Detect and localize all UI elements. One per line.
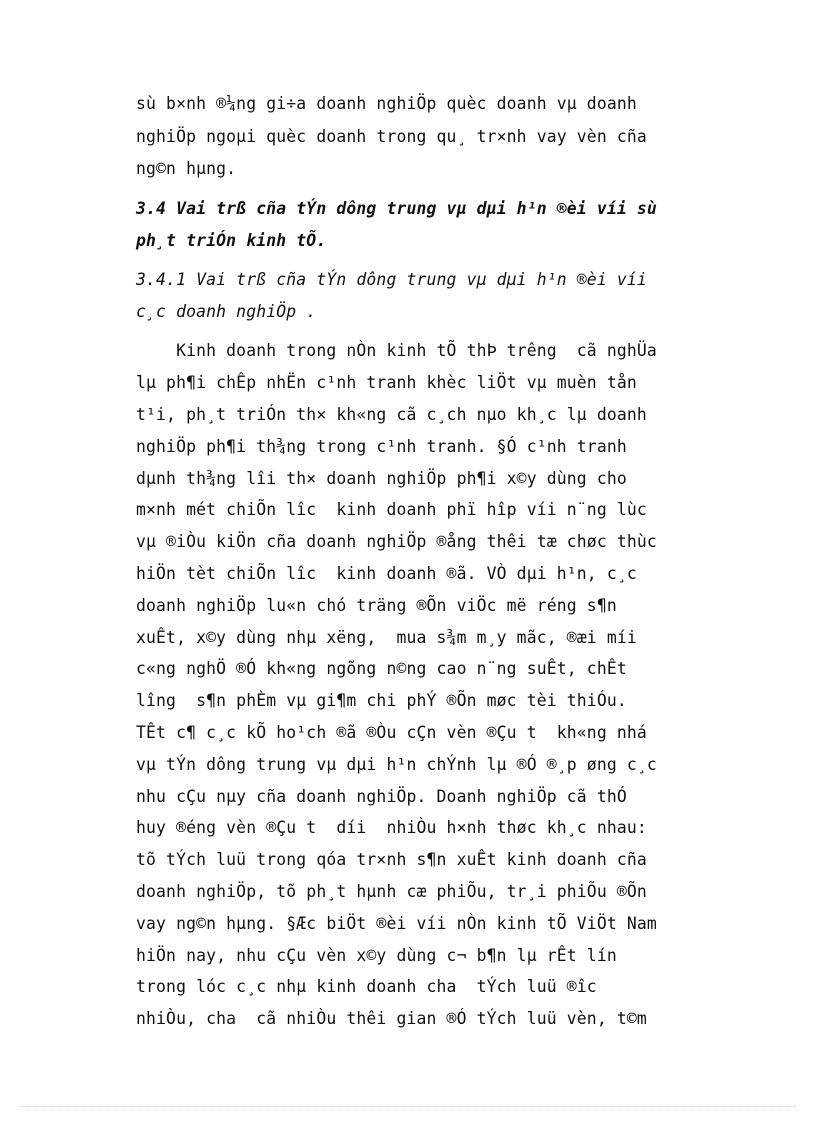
body-line: lîng s¶n phÈm vµ gi¶m chi phÝ ®Õn møc tèi thiÓu.: [136, 691, 627, 710]
intro-line: sù b×nh ®¼ng gi÷a doanh nghiÖp quèc doanh vµ doanh: [136, 94, 637, 113]
body-line: nghiÖp ph¶i th¾ng trong c¹nh tranh. §Ó c¹nh tranh: [136, 437, 627, 456]
body-line: m×nh mét chiÕn lîc kinh doanh phï hîp víi n¨ng lùc: [136, 500, 647, 519]
intro-line: ng©n hµng.: [136, 159, 237, 178]
body-line: xuÊt, x©y dùng nhµ xëng, mua s¾m m¸y mãc, ®æi míi: [136, 628, 637, 647]
body-line: nhu cÇu nµy cña doanh nghiÖp. Doanh nghiÖp cã thÓ: [136, 787, 627, 806]
subsection-heading-line: 3.4.1 Vai trß cña tÝn dông trung vµ dµi h¹n ®èi víi: [136, 270, 647, 289]
body-line: vay ng©n hµng. §Æc biÖt ®èi víi nÒn kinh tÕ ViÖt Nam: [136, 914, 657, 933]
body-line: hiÖn tèt chiÕn lîc kinh doanh ®ã. VÒ dµi h¹n, c¸c: [136, 564, 637, 583]
body-line: vµ ®iÒu kiÖn cña doanh nghiÖp ®ång thêi tæ chøc thùc: [136, 532, 657, 551]
intro-line: nghiÖp ngoµi quèc doanh trong qu¸ tr×nh vay vèn cña: [136, 127, 647, 146]
section-heading-line: ph¸t triÓn kinh tÕ.: [136, 231, 327, 250]
body-line: tõ tÝch luü trong qóa tr×nh s¶n xuÊt kinh doanh cña: [136, 850, 647, 869]
body-line: vµ tÝn dông trung vµ dµi h¹n chÝnh lµ ®Ó ®¸p øng c¸c: [136, 755, 657, 774]
body-line: Kinh doanh trong nÒn kinh tÕ thÞ trêng cã nghÜa: [136, 341, 657, 360]
body-line: doanh nghiÖp, tõ ph¸t hµnh cæ phiÕu, tr¸i phiÕu ®Õn: [136, 882, 647, 901]
body-line: trong lóc c¸c nhµ kinh doanh cha tÝch luü ®îc: [136, 977, 607, 996]
body-line: huy ®éng vèn ®Çu t díi nhiÒu h×nh thøc kh¸c nhau:: [136, 818, 647, 837]
body-line: c«ng nghÖ ®Ó kh«ng ngõng n©ng cao n¨ng suÊt, chÊt: [136, 659, 627, 678]
page-footer-divider: [20, 1106, 796, 1107]
body-line: TÊt c¶ c¸c kÕ ho¹ch ®ã ®Òu cÇn vèn ®Çu t kh«ng nhá: [136, 723, 647, 742]
body-line: lµ ph¶i chÊp nhËn c¹nh tranh khèc liÖt vµ muèn tån: [136, 373, 637, 392]
body-line: nhiÒu, cha cã nhiÒu thêi gian ®Ó tÝch luü vèn, t©m: [136, 1009, 647, 1028]
body-line: dµnh th¾ng lîi th× doanh nghiÖp ph¶i x©y dùng cho: [136, 469, 627, 488]
body-line: hiÖn nay, nhu cÇu vèn x©y dùng c¬ b¶n lµ rÊt lín: [136, 946, 617, 965]
body-line: doanh nghiÖp lu«n chó träng ®Õn viÖc më réng s¶n: [136, 596, 617, 615]
body-line: t¹i, ph¸t triÓn th× kh«ng cã c¸ch nµo kh¸c lµ doanh: [136, 405, 647, 424]
subsection-heading-line: c¸c doanh nghiÖp .: [136, 302, 317, 321]
section-heading-line: 3.4 Vai trß cña tÝn dông trung vµ dµi h¹n ®èi víi sù: [136, 199, 657, 218]
